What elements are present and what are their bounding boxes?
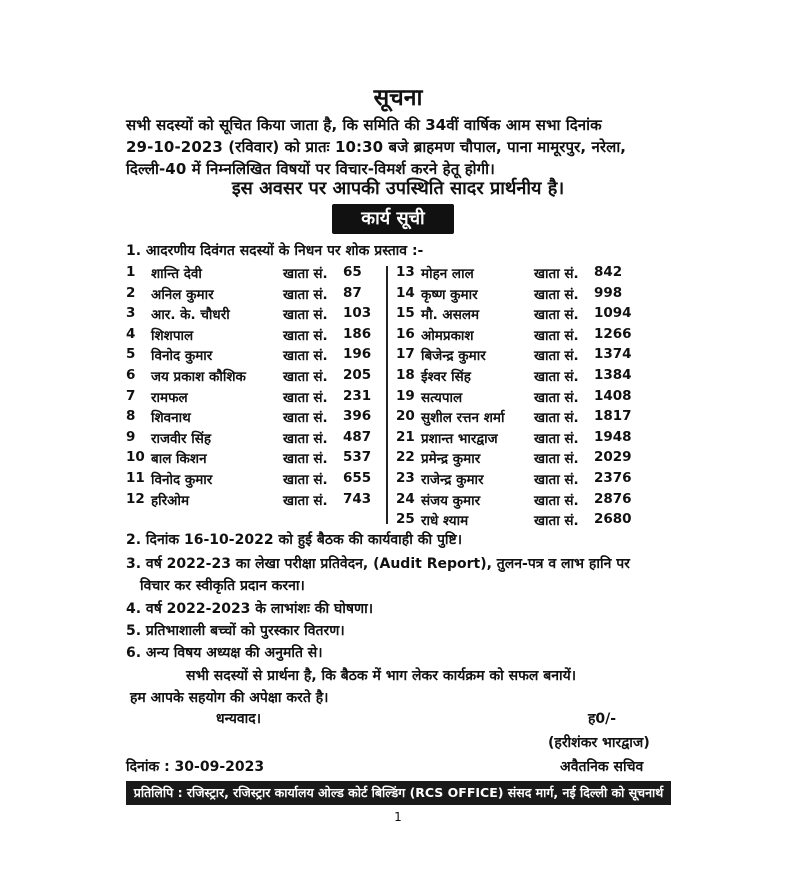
condolence-number: 1 [126, 264, 136, 280]
account-number: 1266 [594, 325, 632, 342]
signature-mark: ह0/- [588, 711, 617, 727]
thanks-text: धन्यवाद। [216, 711, 262, 727]
condolence-row [0, 408, 796, 428]
account-label: खाता सं. [534, 369, 579, 385]
condolence-row [0, 470, 796, 490]
account-label: खाता सं. [534, 410, 579, 427]
member-name: बिजेन्द्र कुमार [421, 348, 486, 365]
account-label: खाता सं. [534, 389, 579, 406]
member-name: रामफल [151, 389, 188, 406]
condolence-number: 6 [126, 367, 136, 383]
condolence-number: 14 [396, 284, 415, 301]
account-label: खाता सं. [283, 307, 328, 324]
account-number: 231 [343, 387, 372, 404]
account-label: खाता सं. [534, 430, 579, 447]
agenda-item-6: 6. अन्य विषय अध्यक्ष की अनुमति से। [126, 645, 323, 661]
member-name: राजेन्द्र कुमार [421, 472, 484, 488]
condolence-number: 24 [396, 490, 415, 507]
condolence-row [0, 388, 796, 408]
account-number: 1948 [594, 428, 632, 445]
signatory-name: (हरीशंकर भारद्वाज) [548, 735, 650, 751]
condolence-number: 17 [396, 346, 415, 363]
condolence-number: 3 [126, 305, 136, 322]
condolence-number: 22 [396, 449, 415, 466]
request-line-2: हम आपके सहयोग की अपेक्षा करते है। [130, 690, 329, 706]
account-label: खाता सं. [534, 307, 579, 324]
condolence-row [0, 449, 796, 469]
account-label: खाता सं. [534, 266, 579, 282]
account-number: 655 [343, 470, 372, 486]
page-number: 1 [394, 810, 402, 824]
account-label: खाता सं. [534, 348, 579, 365]
account-label: खाता सं. [283, 430, 328, 447]
account-label: खाता सं. [283, 472, 328, 488]
account-label: खाता सं. [283, 492, 328, 509]
account-number: 1408 [594, 387, 632, 404]
member-name: संजय कुमार [421, 492, 481, 509]
member-name: ओमप्रकाश [421, 327, 474, 344]
signatory-title: अवैतनिक सचिव [560, 759, 644, 775]
account-number: 1817 [594, 408, 632, 425]
member-name: ईश्वर सिंह [421, 369, 471, 385]
account-number: 2376 [594, 470, 632, 486]
condolence-row [0, 429, 796, 449]
member-name: शान्ति देवी [151, 266, 202, 282]
account-number: 196 [343, 346, 372, 363]
account-number: 487 [343, 428, 372, 445]
account-number: 65 [343, 264, 362, 280]
condolence-number: 2 [126, 284, 136, 301]
account-label: खाता सं. [534, 513, 579, 530]
member-name: राधे श्याम [421, 513, 469, 530]
account-number: 842 [594, 264, 623, 280]
condolence-number: 8 [126, 408, 136, 425]
condolence-number: 15 [396, 305, 415, 322]
member-name: शिवनाथ [151, 410, 191, 427]
condolence-number: 7 [126, 387, 136, 404]
condolence-number: 20 [396, 408, 415, 425]
intro-line-2: 29-10-2023 (रविवार) को प्रातः 10:30 बजे ब्राहमण चौपाल, पाना मामूरपुर, नरेला, [126, 138, 627, 156]
member-name: विनोद कुमार [151, 348, 213, 365]
account-number: 205 [343, 367, 372, 383]
condolence-number: 5 [126, 346, 136, 363]
account-label: खाता सं. [534, 472, 579, 488]
member-name: जय प्रकाश कौशिक [151, 369, 246, 385]
member-name: प्रमेन्द्र कुमार [421, 451, 481, 468]
notice-date: दिनांक : 30-09-2023 [126, 759, 265, 775]
member-name: सत्यपाल [421, 389, 463, 406]
account-number: 1094 [594, 305, 632, 322]
account-label: खाता सं. [534, 451, 579, 468]
agenda-item-4: 4. वर्ष 2022-2023 के लाभांशः की घोषणा। [126, 601, 374, 617]
account-number: 396 [343, 408, 372, 425]
agenda-item-3-line-1: 3. वर्ष 2022-23 का लेखा परीक्षा प्रतिवेदन, (Audit Report), तुलन-पत्र व लाभ हानि पर [126, 556, 630, 572]
account-label: खाता सं. [534, 286, 579, 303]
condolence-number: 13 [396, 264, 415, 280]
account-number: 2029 [594, 449, 632, 466]
condolence-row [0, 326, 796, 346]
member-name: कृष्ण कुमार [421, 286, 478, 303]
condolence-number: 25 [396, 511, 415, 528]
condolence-number: 18 [396, 367, 415, 383]
condolence-row [0, 346, 796, 366]
condolence-number: 11 [126, 470, 145, 486]
account-label: खाता सं. [283, 451, 328, 468]
condolence-number: 10 [126, 449, 145, 466]
account-label: खाता सं. [534, 492, 579, 509]
account-label: खाता सं. [283, 327, 328, 344]
account-number: 103 [343, 305, 372, 322]
condolence-number: 12 [126, 490, 145, 507]
account-number: 1374 [594, 346, 632, 363]
member-name: अनिल कुमार [151, 286, 214, 303]
account-number: 87 [343, 284, 362, 301]
account-label: खाता सं. [283, 266, 328, 282]
account-label: खाता सं. [534, 327, 579, 344]
account-number: 998 [594, 284, 623, 301]
condolence-row [0, 511, 796, 531]
agenda-item-2: 2. दिनांक 16-10-2022 को हुई बैठक की कार्यवाही की पुष्टि। [126, 532, 463, 548]
agenda-item-1: 1. आदरणीय दिवंगत सदस्यों के निधन पर शोक प्रस्ताव :- [126, 243, 424, 259]
condolence-row [0, 264, 796, 284]
member-name: बाल किशन [151, 451, 207, 468]
account-number: 2876 [594, 490, 632, 507]
condolence-number: 4 [126, 325, 136, 342]
condolence-row [0, 367, 796, 387]
member-name: मोहन लाल [421, 266, 474, 282]
member-name: शिशपाल [151, 327, 194, 344]
account-number: 1384 [594, 367, 632, 383]
account-number: 537 [343, 449, 372, 466]
copy-to-bar: प्रतिलिपि : रजिस्ट्रार, रजिस्ट्रार कार्यालय ओल्ड कोर्ट बिल्डिंग (RCS OFFICE) संसद मार्ग, नई दिल्ली को सूचनार्थ [126, 781, 671, 805]
account-label: खाता सं. [283, 369, 328, 385]
attendance-request: इस अवसर पर आपकी उपस्थिति सादर प्रार्थनीय है। [231, 178, 565, 199]
agenda-item-3-line-2: विचार कर स्वीकृति प्रदान करना। [140, 578, 305, 594]
member-name: विनोद कुमार [151, 472, 213, 488]
account-number: 2680 [594, 511, 632, 528]
account-label: खाता सं. [283, 389, 328, 406]
condolence-row [0, 285, 796, 305]
agenda-item-5: 5. प्रतिभाशाली बच्चों को पुरस्कार वितरण। [126, 623, 345, 639]
request-line-1: सभी सदस्यों से प्रार्थना है, कि बैठक में भाग लेकर कार्यक्रम को सफल बनायें। [186, 668, 577, 684]
member-name: सुशील रत्तन शर्मा [421, 410, 505, 427]
account-label: खाता सं. [283, 410, 328, 427]
account-label: खाता सं. [283, 348, 328, 365]
member-name: राजवीर सिंह [151, 430, 212, 447]
agenda-heading: कार्य सूची [332, 204, 454, 234]
condolence-number: 19 [396, 387, 415, 404]
condolence-number: 23 [396, 470, 415, 486]
condolence-number: 21 [396, 428, 415, 445]
member-name: प्रशान्त भारद्वाज [421, 430, 498, 447]
member-name: मौ. असलम [421, 307, 480, 324]
notice-title: सूचना [373, 85, 423, 111]
intro-line-1: सभी सदस्यों को सूचित किया जाता है, कि समिति की 34वीं वार्षिक आम सभा दिनांक [126, 116, 602, 134]
condolence-row [0, 305, 796, 325]
account-number: 743 [343, 490, 372, 507]
condolence-number: 16 [396, 325, 415, 342]
member-name: हरिओम [151, 492, 190, 509]
condolence-row [0, 491, 796, 511]
condolence-number: 9 [126, 428, 136, 445]
account-label: खाता सं. [283, 286, 328, 303]
intro-line-3: दिल्ली-40 में निम्नलिखित विषयों पर विचार-विमर्श करने हेतू होगी। [126, 160, 495, 178]
account-number: 186 [343, 325, 372, 342]
member-name: आर. के. चौधरी [151, 307, 230, 324]
